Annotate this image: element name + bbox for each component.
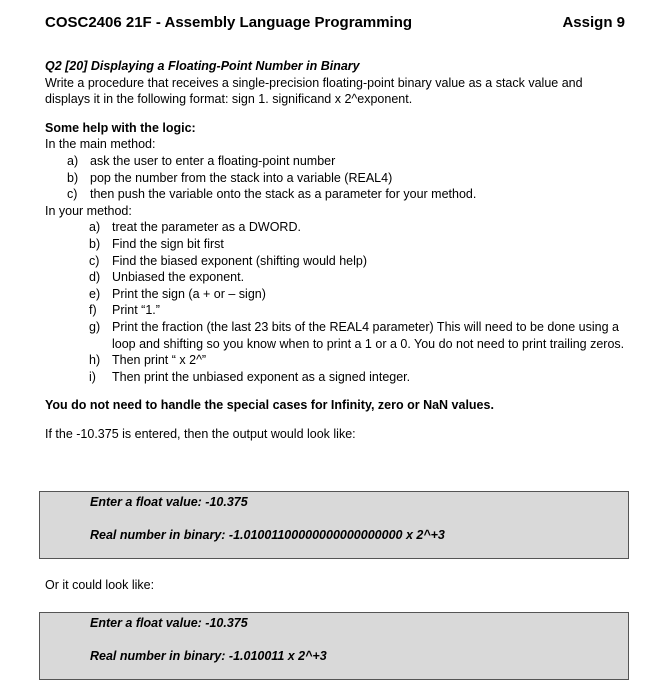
example-output-box-2 [39, 612, 629, 680]
list-item [45, 369, 635, 386]
example-2-result-line: Real number in binary: -1.010011 x 2^+3 [90, 649, 327, 663]
page-header [45, 14, 625, 34]
question-description-line-1: Write a procedure that receives a single-precision floating-point binary value as a stack value and [45, 75, 583, 90]
your-method-steps [45, 219, 635, 385]
list-item-text: ask the user to enter a floating-point number [90, 153, 336, 168]
list-item-text: Find the biased exponent (shifting would help) [112, 253, 368, 268]
list-marker: c) [89, 253, 100, 268]
list-marker: a) [67, 153, 79, 168]
question-title: Q2 [20] Displaying a Floating-Point Number in Binary [45, 59, 360, 73]
list-marker: d) [89, 270, 101, 285]
list-item-text: Then print the unbiased exponent as a signed integer. [112, 369, 411, 384]
main-method-steps [45, 153, 635, 203]
main-method-intro: In the main method: [45, 137, 156, 152]
list-marker: b) [89, 236, 101, 251]
list-item [45, 352, 635, 369]
list-item-text: then push the variable onto the stack as a parameter for your method. [90, 187, 477, 202]
example-intro: If the -10.375 is entered, then the output would look like: [45, 426, 356, 441]
list-item-text: Then print “ x 2^” [112, 353, 207, 368]
list-item [45, 286, 635, 303]
list-marker: e) [89, 286, 101, 301]
special-cases-note: You do not need to handle the special cases for Infinity, zero or NaN values. [45, 398, 494, 413]
list-marker: f) [89, 303, 97, 318]
list-item-text: treat the parameter as a DWORD. [112, 220, 301, 235]
assignment-number: Assign 9 [562, 14, 625, 31]
list-item [45, 153, 635, 170]
list-marker: b) [67, 170, 79, 185]
list-item [45, 269, 635, 286]
list-item [45, 319, 635, 352]
your-method-intro: In your method: [45, 203, 132, 218]
list-marker: i) [89, 369, 96, 384]
list-marker: c) [67, 187, 78, 202]
list-item-text: Find the sign bit first [112, 236, 224, 251]
help-heading: Some help with the logic: [45, 120, 196, 135]
list-item-text: pop the number from the stack into a variable (REAL4) [90, 170, 393, 185]
list-item [45, 219, 635, 236]
list-item-text: Print the fraction (the last 23 bits of the REAL4 parameter) This will need to be done using a loop and shifting so you know when to print a 1 or a 0. You do not need to print trailing zeros. [112, 319, 625, 351]
list-item [45, 236, 635, 253]
assignment-body [45, 58, 635, 442]
list-item [45, 186, 635, 203]
list-marker: h) [89, 353, 101, 368]
course-title: COSC2406 21F - Assembly Language Programming [45, 14, 413, 31]
example-1-prompt-line: Enter a float value: -10.375 [90, 495, 248, 509]
alternative-intro: Or it could look like: [45, 578, 155, 592]
example-1-result-line: Real number in binary: -1.01001100000000000000000 x 2^+3 [90, 528, 445, 542]
list-item-text: Unbiased the exponent. [112, 270, 245, 285]
list-marker: g) [89, 319, 101, 334]
list-item [45, 170, 635, 187]
list-item [45, 253, 635, 270]
example-output-box-1 [39, 491, 629, 559]
list-item-text: Print “1.” [112, 303, 160, 318]
list-marker: a) [89, 220, 101, 235]
question-description-line-2: displays it in the following format: sign 1. significand x 2^exponent. [45, 92, 413, 107]
list-item [45, 302, 635, 319]
example-2-prompt-line: Enter a float value: -10.375 [90, 616, 248, 630]
list-item-text: Print the sign (a + or – sign) [112, 286, 266, 301]
